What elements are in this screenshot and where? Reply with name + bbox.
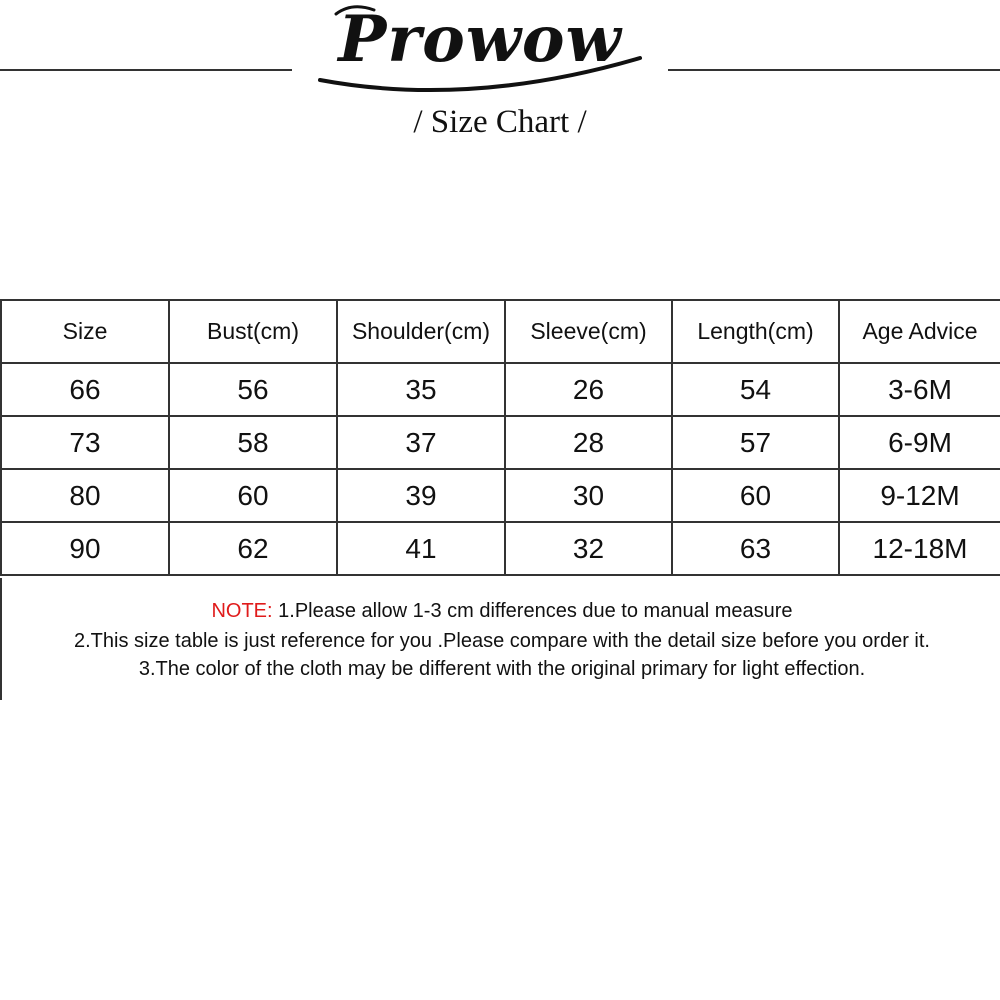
table-row [1,363,1000,416]
table-cell: 80 [1,469,169,522]
table-cell: 37 [337,416,505,469]
note-label: NOTE: [211,600,273,622]
table-cell: 56 [169,363,337,416]
brand-logo [300,0,660,110]
table-cell: 57 [672,416,839,469]
table-cell: 63 [672,522,839,575]
table-cell: 60 [169,469,337,522]
notes-section [0,578,1000,700]
table-cell: 6-9M [839,416,1000,469]
table-cell: 30 [505,469,672,522]
logo-swash-flourish [300,0,660,110]
table-cell: 66 [1,363,169,416]
column-header-length: Length(cm) [672,300,839,363]
note-line-1-text: 1.Please allow 1-3 cm differences due to manual measure [272,600,793,622]
table-cell: 73 [1,416,169,469]
column-header-bust: Bust(cm) [169,300,337,363]
size-table [0,299,1000,576]
table-cell: 90 [1,522,169,575]
column-header-shoulder: Shoulder(cm) [337,300,505,363]
size-chart-subtitle: / Size Chart / [413,104,587,140]
table-row [1,522,1000,575]
column-header-age-advice: Age Advice [839,300,1000,363]
table-cell: 26 [505,363,672,416]
brand-logo-text: Prowow [338,2,622,77]
table-cell: 12-18M [839,522,1000,575]
table-cell: 32 [505,522,672,575]
column-header-sleeve: Sleeve(cm) [505,300,672,363]
table-cell: 60 [672,469,839,522]
header-divider-right [668,69,1000,71]
column-header-size: Size [1,300,169,363]
table-cell: 62 [169,522,337,575]
table-row [1,416,1000,469]
header-divider-left [0,69,292,71]
table-header-row [1,300,1000,363]
note-line-2: 2.This size table is just reference for you .Please compare with the detail size before you order it. [74,630,930,652]
table-cell: 3-6M [839,363,1000,416]
table-cell: 35 [337,363,505,416]
table-cell: 54 [672,363,839,416]
table-cell: 58 [169,416,337,469]
table-cell: 39 [337,469,505,522]
table-row [1,469,1000,522]
table-cell: 28 [505,416,672,469]
note-line-1 [2,600,1000,623]
table-cell: 41 [337,522,505,575]
note-line-3: 3.The color of the cloth may be different with the original primary for light effection. [138,658,866,680]
table-cell: 9-12M [839,469,1000,522]
